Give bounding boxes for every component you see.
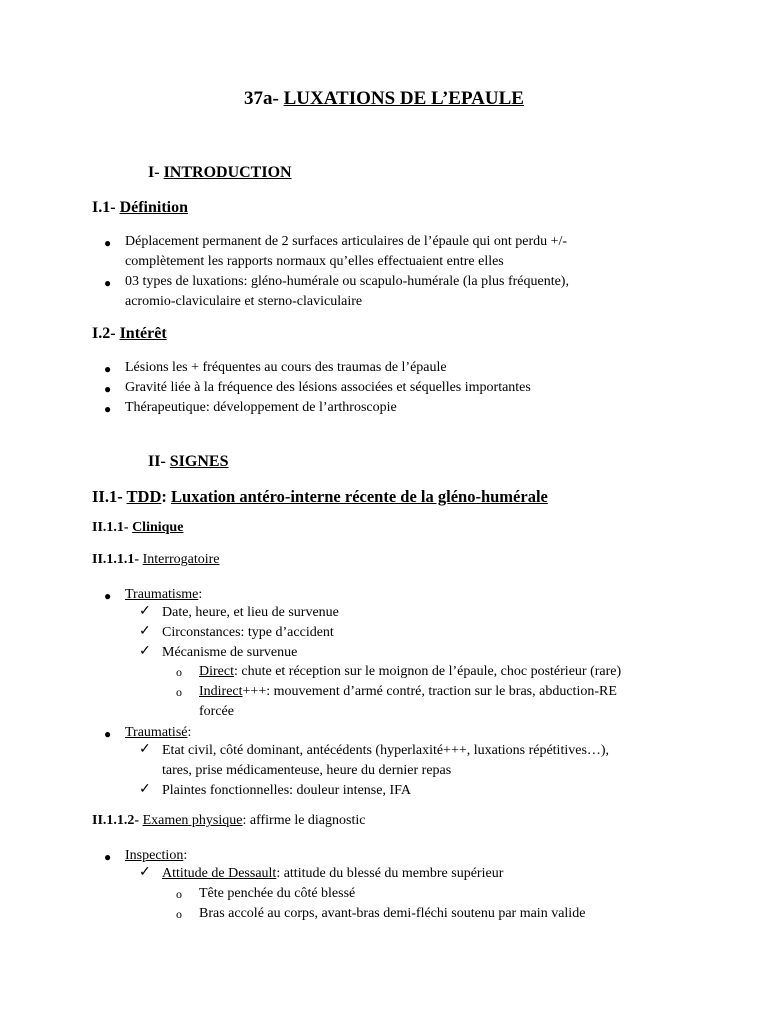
list-item-line: acromio-claviculaire et sterno-claviculaire bbox=[125, 294, 363, 309]
bullet-icon: ● bbox=[104, 362, 112, 376]
heading-title: Luxation antéro-interne récente de la gléno-humérale bbox=[171, 487, 548, 506]
heading-colon: : bbox=[161, 487, 167, 506]
heading-signes bbox=[148, 453, 228, 471]
bullet-icon: ● bbox=[104, 850, 112, 864]
item-text: : attitude du blessé du membre supérieur bbox=[276, 866, 504, 881]
heading-number: II.1.1- bbox=[92, 520, 129, 535]
list-item bbox=[199, 682, 617, 722]
item-label: Traumatisme bbox=[125, 587, 199, 602]
heading-introduction bbox=[148, 164, 292, 182]
heading-interet bbox=[92, 325, 167, 343]
bullet-icon: ● bbox=[104, 236, 112, 250]
list-item-traumatise bbox=[125, 723, 191, 743]
bullet-icon: ● bbox=[104, 589, 112, 603]
item-text: +++: mouvement d’armé contré, traction sur le bras, abduction-RE bbox=[242, 684, 617, 699]
list-item bbox=[162, 864, 503, 884]
list-item-line: complètement les rapports normaux qu’elles effectuaient entre elles bbox=[125, 254, 504, 269]
list-item-inspection bbox=[125, 846, 187, 866]
list-item bbox=[199, 662, 621, 682]
heading-number: II- bbox=[148, 453, 166, 470]
heading-tdd bbox=[92, 487, 548, 507]
checkmark-icon: ✓ bbox=[139, 624, 151, 639]
list-item-traumatisme bbox=[125, 585, 202, 605]
heading-number: I.1- bbox=[92, 199, 116, 216]
list-item-line: Etat civil, côté dominant, antécédents (hyperlaxité+++, luxations répétitives…), bbox=[162, 743, 610, 758]
item-text: : chute et réception sur le moignon de l’épaule, choc postérieur (rare) bbox=[233, 664, 622, 679]
checkmark-icon: ✓ bbox=[139, 865, 151, 880]
circle-bullet-icon: o bbox=[176, 685, 182, 699]
heading-title: SIGNES bbox=[169, 453, 229, 470]
heading-number: II.1.1.1- bbox=[92, 552, 140, 567]
title-text: LUXATIONS DE L’EPAULE bbox=[283, 88, 524, 109]
heading-title: Examen physique bbox=[142, 813, 243, 828]
heading-number: I- bbox=[148, 164, 160, 181]
circle-bullet-icon: o bbox=[176, 907, 182, 921]
list-item: Lésions les + fréquentes au cours des traumas de l’épaule bbox=[125, 360, 447, 375]
item-label: Traumatisé bbox=[125, 725, 188, 740]
bullet-icon: ● bbox=[104, 276, 112, 290]
checkmark-icon: ✓ bbox=[139, 604, 151, 619]
heading-rest: : affirme le diagnostic bbox=[242, 813, 366, 828]
heading-title: Interrogatoire bbox=[142, 552, 220, 567]
list-item-line: 03 types de luxations: gléno-humérale ou scapulo-humérale (la plus fréquente), bbox=[125, 274, 569, 289]
heading-clinique bbox=[92, 520, 183, 536]
heading-title: INTRODUCTION bbox=[163, 164, 292, 181]
list-item bbox=[162, 741, 609, 781]
item-label: Direct bbox=[199, 664, 234, 679]
list-item: Thérapeutique: développement de l’arthroscopie bbox=[125, 400, 397, 415]
title-number: 37a- bbox=[244, 88, 279, 109]
heading-label: TDD bbox=[126, 487, 162, 506]
checkmark-icon: ✓ bbox=[139, 742, 151, 757]
item-text-continued: forcée bbox=[199, 704, 234, 719]
page-title bbox=[0, 88, 768, 110]
list-item: Gravité liée à la fréquence des lésions associées et séquelles importantes bbox=[125, 380, 531, 395]
circle-bullet-icon: o bbox=[176, 887, 182, 901]
heading-number: II.1.1.2- bbox=[92, 813, 140, 828]
list-item bbox=[125, 232, 567, 272]
list-item: Plaintes fonctionnelles: douleur intense, IFA bbox=[162, 783, 411, 798]
heading-definition bbox=[92, 199, 188, 217]
list-item bbox=[125, 272, 569, 312]
list-item: Circonstances: type d’accident bbox=[162, 625, 334, 640]
item-label: Inspection bbox=[125, 848, 184, 863]
item-colon: : bbox=[187, 725, 192, 740]
list-item: Mécanisme de survenue bbox=[162, 645, 298, 660]
list-item: Bras accolé au corps, avant-bras demi-fléchi soutenu par main valide bbox=[199, 906, 586, 921]
bullet-icon: ● bbox=[104, 402, 112, 416]
heading-number: II.1- bbox=[92, 487, 123, 506]
heading-number: I.2- bbox=[92, 325, 116, 342]
item-label: Indirect bbox=[199, 684, 243, 699]
heading-examen-physique bbox=[92, 813, 365, 829]
circle-bullet-icon: o bbox=[176, 665, 182, 679]
heading-interrogatoire bbox=[92, 552, 220, 568]
heading-title: Définition bbox=[119, 199, 189, 216]
checkmark-icon: ✓ bbox=[139, 782, 151, 797]
item-label: Attitude de Dessault bbox=[162, 866, 277, 881]
list-item-line: tares, prise médicamenteuse, heure du dernier repas bbox=[162, 763, 452, 778]
heading-title: Intérêt bbox=[119, 325, 167, 342]
item-colon: : bbox=[183, 848, 188, 863]
checkmark-icon: ✓ bbox=[139, 644, 151, 659]
bullet-icon: ● bbox=[104, 727, 112, 741]
list-item: Tête penchée du côté blessé bbox=[199, 886, 356, 901]
heading-title: Clinique bbox=[132, 520, 184, 535]
bullet-icon: ● bbox=[104, 382, 112, 396]
item-colon: : bbox=[198, 587, 203, 602]
list-item: Date, heure, et lieu de survenue bbox=[162, 605, 339, 620]
list-item-line: Déplacement permanent de 2 surfaces articulaires de l’épaule qui ont perdu +/- bbox=[125, 234, 568, 249]
